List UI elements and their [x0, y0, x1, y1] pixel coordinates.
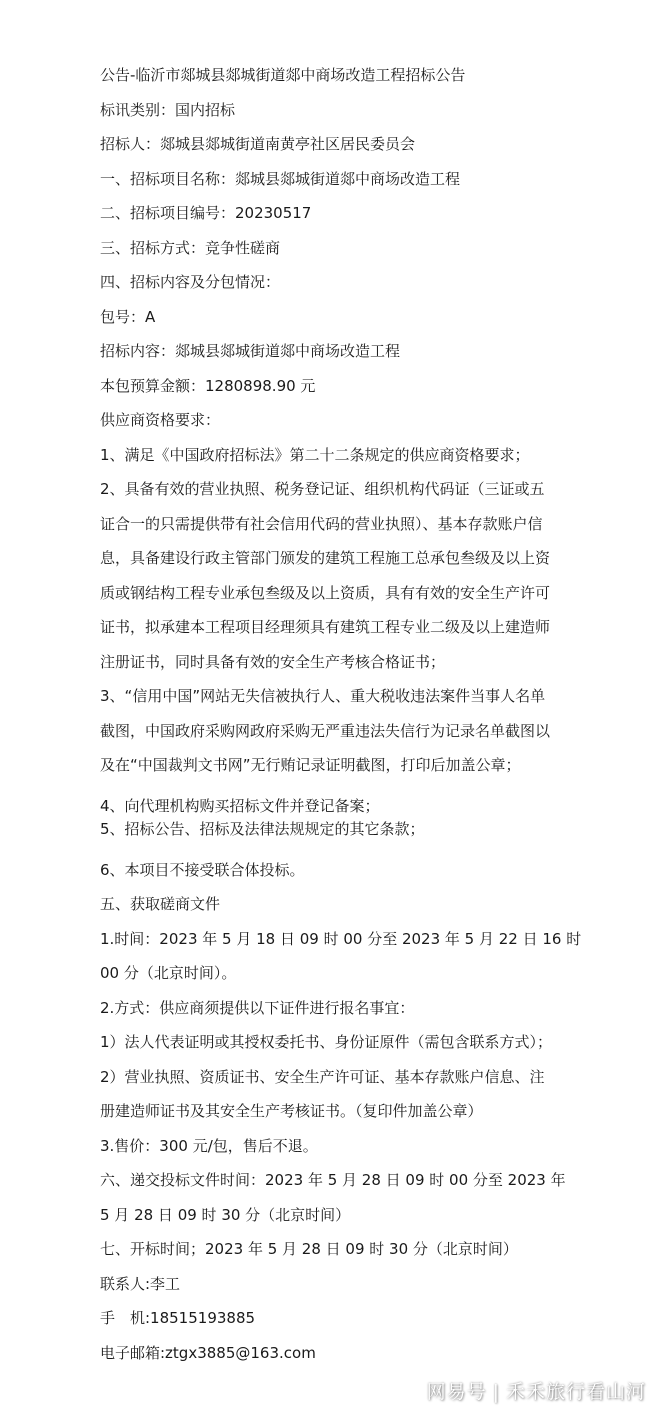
text-line: 六、递交投标文件时间：2023 年 5 月 28 日 09 时 00 分至 2023 年 [100, 1171, 566, 1189]
watermark-source: 网易号 [426, 1381, 487, 1403]
text-line: 5、招标公告、招标及法律法规规定的其它条款； [100, 819, 425, 838]
text-line: 及在“中国裁判文书网”无行贿记录证明截图，打印后加盖公章； [100, 756, 521, 774]
text-line: 证书，拟承建本工程项目经理须具有建筑工程专业二级及以上建造师 [100, 618, 551, 636]
watermark-separator: | [492, 1381, 500, 1403]
text-line: 册建造师证书及其安全生产考核证书。（复印件加盖公章） [100, 1102, 483, 1120]
announcement-title: 公告-临沂市郯城县郯城街道郯中商场改造工程招标公告 [100, 66, 466, 84]
text-line: 包号：A [100, 307, 156, 326]
text-line: 标讯类别：国内招标 [100, 100, 236, 119]
text-line: 5 月 28 日 09 时 30 分（北京时间） [100, 1205, 351, 1224]
text-line: 四、招标内容及分包情况： [100, 273, 281, 291]
contact-email: 电子邮箱:ztgx3885@163.com [100, 1343, 316, 1362]
text-line: 注册证书，同时具备有效的安全生产考核合格证书； [100, 652, 446, 671]
text-line: 息，具备建设行政主管部门颁发的建筑工程施工总承包叁级及以上资 [100, 549, 551, 567]
text-line: 本包预算金额：1280898.90 元 [100, 376, 316, 395]
watermark-author: 禾禾旅行看山河 [505, 1381, 646, 1403]
watermark [427, 1377, 646, 1404]
text-line: 00 分（北京时间）。 [100, 964, 237, 982]
announcement-body [100, 58, 582, 1370]
text-line: 二、招标项目编号：20230517 [100, 204, 312, 222]
text-line: 4、向代理机构购买招标文件并登记备案； [100, 796, 380, 815]
text-line: 招标人：郯城县郯城街道南黄亭社区居民委员会 [100, 135, 416, 153]
text-line: 1.时间：2023 年 5 月 18 日 09 时 00 分至 2023 年 5 月 22 日 16 时 [100, 929, 582, 948]
text-line: 3.售价：300 元/包，售后不退。 [100, 1136, 318, 1155]
text-line: 3、“信用中国”网站无失信被执行人、重大税收违法案件当事人名单 [100, 687, 546, 705]
text-line: 招标内容：郯城县郯城街道郯中商场改造工程 [100, 342, 401, 360]
text-line: 三、招标方式：竞争性磋商 [100, 238, 281, 257]
text-line: 质或钢结构工程专业承包叁级及以上资质，具有有效的安全生产许可 [100, 583, 551, 602]
text-line: 七、开标时间；2023 年 5 月 28 日 09 时 30 分（北京时间） [100, 1240, 518, 1258]
text-line: 2）营业执照、资质证书、安全生产许可证、基本存款账户信息、注 [100, 1067, 545, 1086]
contact-person: 联系人:李工 [100, 1274, 181, 1293]
text-line: 证合一的只需提供带有社会信用代码的营业执照）、基本存款账户信 [100, 514, 543, 533]
text-line: 2.方式：供应商须提供以下证件进行报名事宜： [100, 998, 415, 1017]
text-line: 供应商资格要求： [100, 411, 221, 429]
text-line: 2、具备有效的营业执照、税务登记证、组织机构代码证（三证或五 [100, 480, 545, 498]
text-line: 五、获取磋商文件 [100, 895, 221, 913]
text-line: 1）法人代表证明或其授权委托书、身份证原件（需包含联系方式）； [100, 1033, 553, 1051]
contact-phone: 手 机:18515193885 [100, 1309, 256, 1327]
text-line: 截图，中国政府采购网政府采购无严重违法失信行为记录名单截图以 [100, 721, 551, 740]
text-line: 6、本项目不接受联合体投标。 [100, 860, 305, 879]
text-line: 一、招标项目名称：郯城县郯城街道郯中商场改造工程 [100, 169, 461, 188]
text-line: 1、满足《中国政府招标法》第二十二条规定的供应商资格要求； [100, 445, 530, 464]
